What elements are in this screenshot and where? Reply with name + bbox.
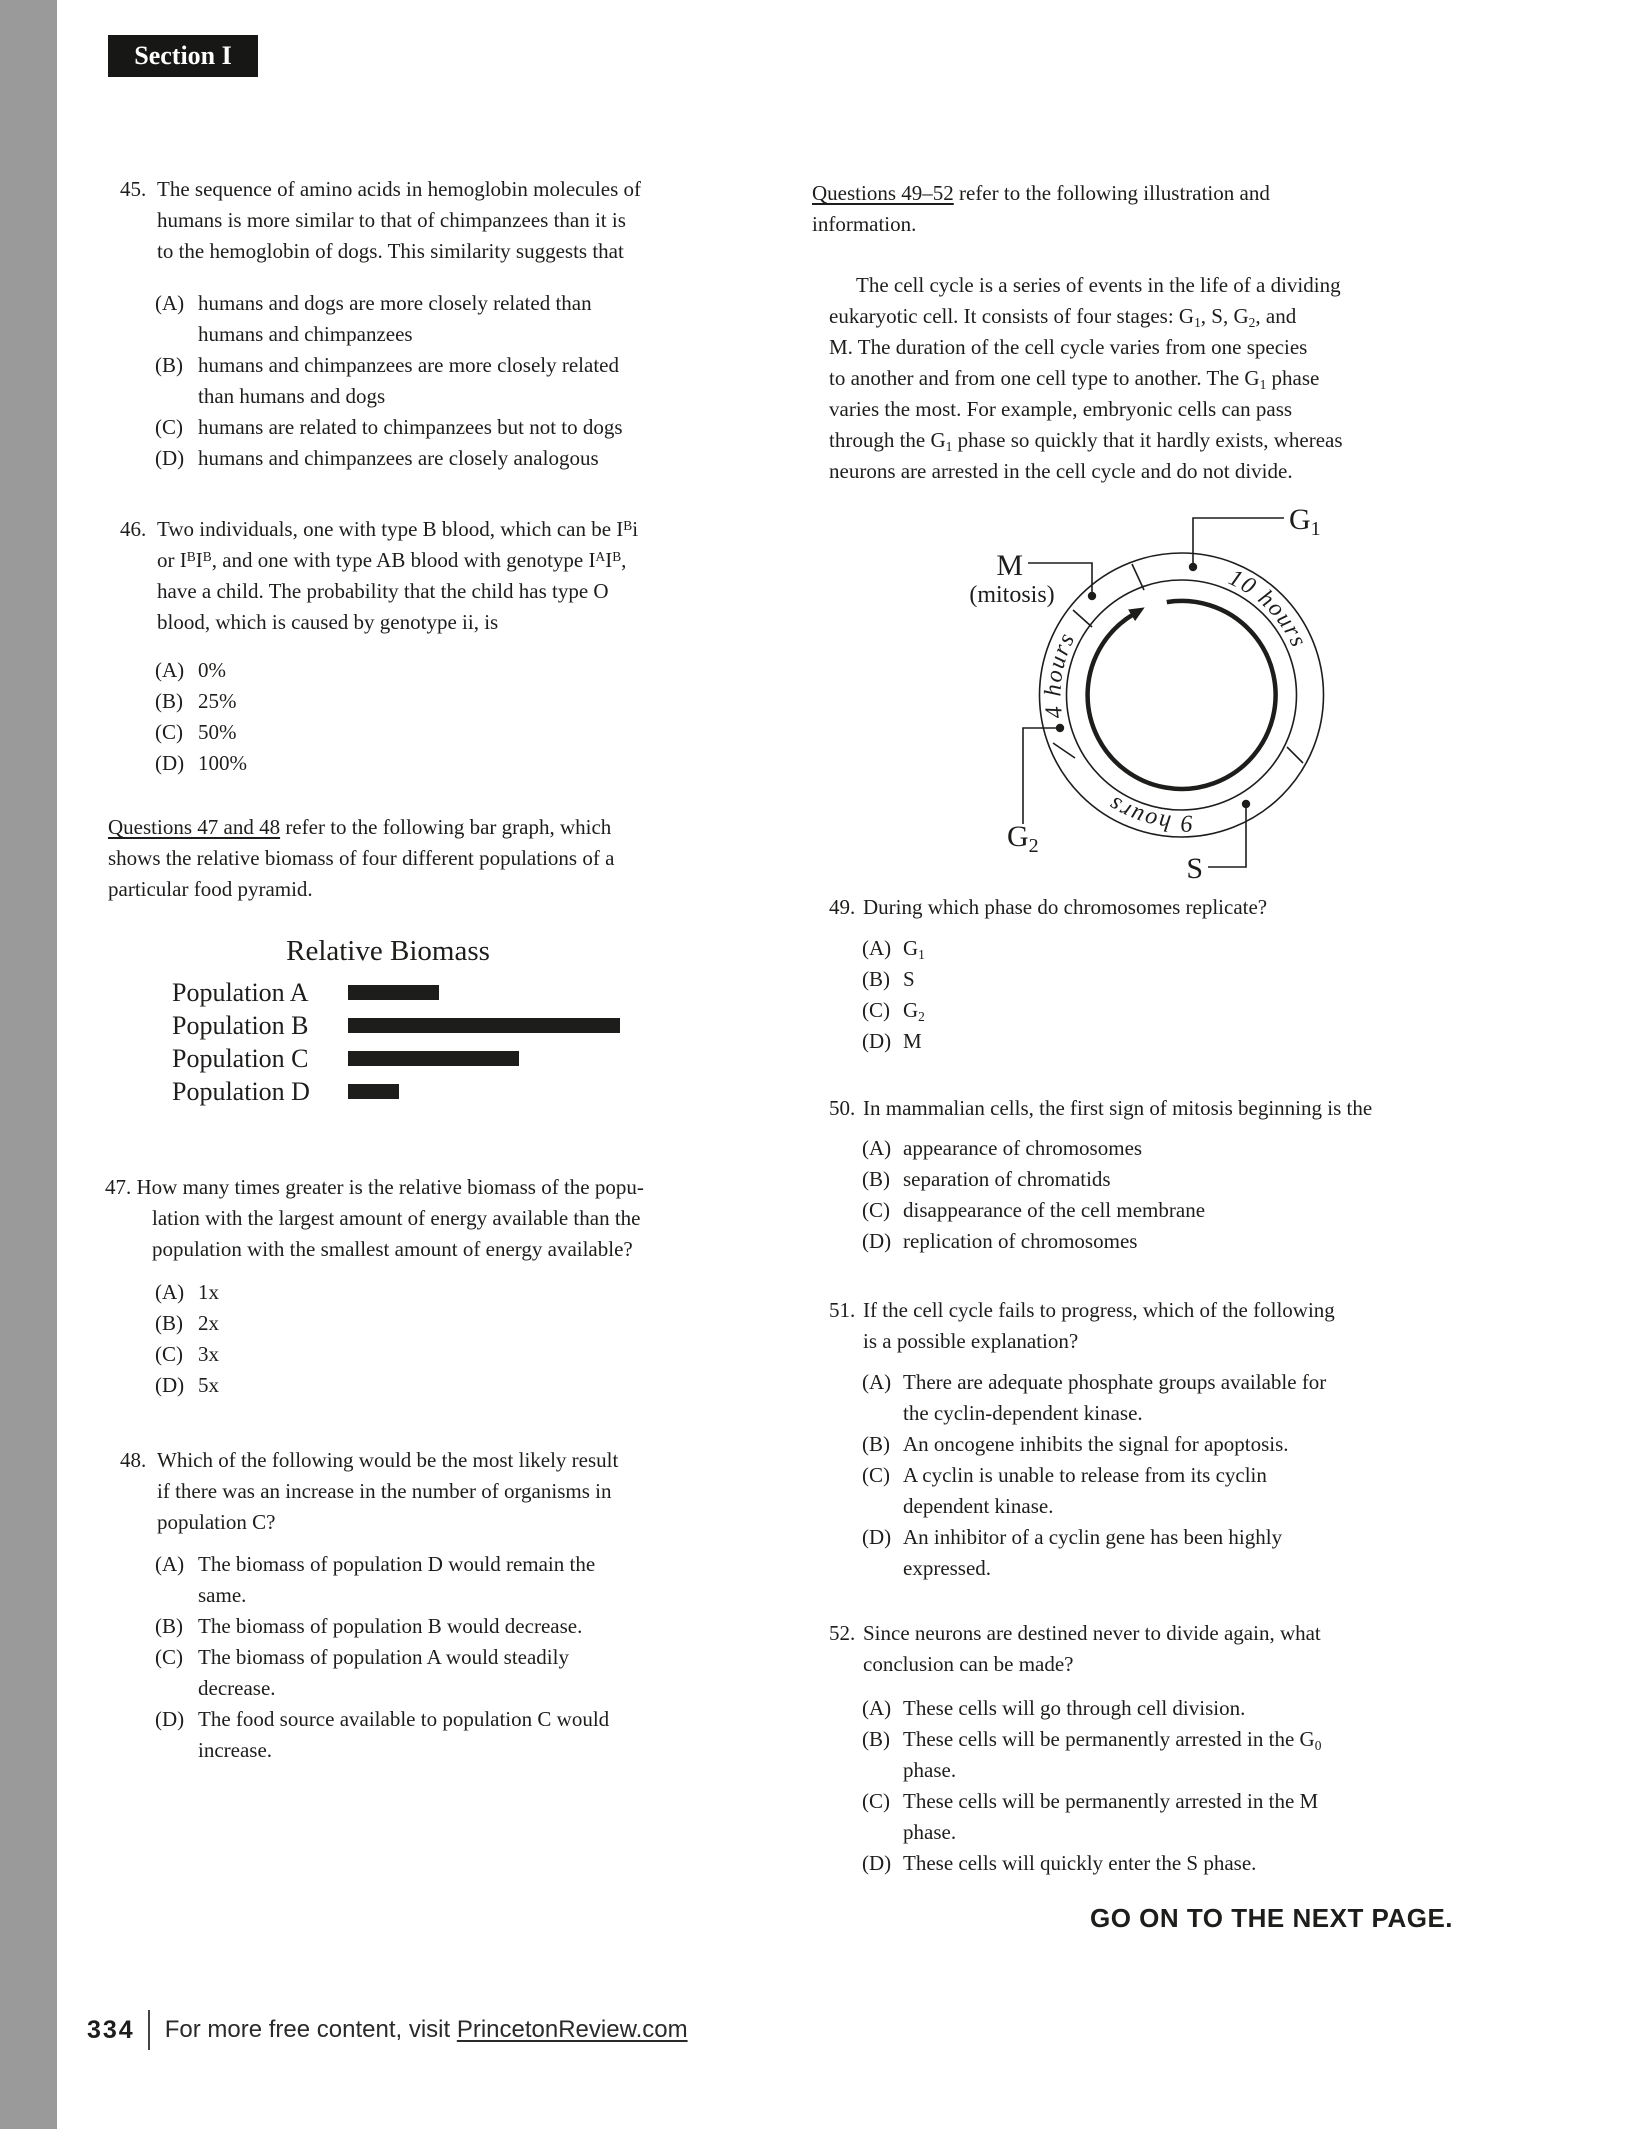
option-d bbox=[155, 443, 790, 474]
cell-cycle-passage: The cell cycle is a series of events in the life of a dividing eukaryotic cell. It consists of four stages: $G_1$, S, $G_2$, and M. The duration of the cell cycle varies from one species to another and from one cell type to another. The $G_1$ phase varies the most. For example, embryonic cells can pass through the $G_1$ phase so quickly that it hardly exists, whereas neurons are arrested in the cell cycle and do not divide. bbox=[829, 273, 1343, 483]
section-header bbox=[108, 35, 258, 77]
option-text: An inhibitor of a cyclin gene has been highly expressed. bbox=[903, 1525, 1283, 1580]
boundary-s-g2 bbox=[1053, 743, 1075, 758]
option-b bbox=[155, 350, 790, 412]
boundary-g2-m bbox=[1073, 610, 1092, 627]
g2-leader-line bbox=[1023, 728, 1060, 824]
go-on-instruction: GO ON TO THE NEXT PAGE. bbox=[1090, 1903, 1454, 1933]
question-52 bbox=[818, 1618, 1498, 1879]
option-letter: (D) bbox=[862, 1229, 892, 1253]
option-letter: (A) bbox=[862, 936, 892, 960]
option-c bbox=[862, 1195, 1498, 1226]
s-label: S bbox=[1186, 852, 1203, 885]
option-letter: (B) bbox=[155, 689, 183, 713]
option-text: humans and chimpanzees are closely analogous bbox=[198, 446, 599, 470]
option-d bbox=[862, 1026, 1498, 1057]
option-letter: (C) bbox=[155, 720, 183, 744]
question-number: 50. bbox=[829, 1096, 856, 1120]
left-edge-band bbox=[0, 0, 57, 2129]
outer-ring-circle bbox=[1040, 553, 1324, 837]
question-stem: During which phase do chromosomes replicate? bbox=[863, 895, 1268, 919]
chart-bar bbox=[348, 1051, 519, 1066]
option-b bbox=[862, 964, 1498, 995]
g1-leader-line bbox=[1193, 518, 1284, 567]
option-letter: (C) bbox=[155, 415, 183, 439]
option-b bbox=[155, 686, 790, 717]
boundary-g1-s bbox=[1287, 747, 1303, 763]
option-letter: (D) bbox=[862, 1525, 892, 1549]
question-51 bbox=[818, 1295, 1498, 1584]
option-letter: (A) bbox=[862, 1136, 892, 1160]
question-number: 48. bbox=[120, 1448, 147, 1472]
option-text: 25% bbox=[198, 689, 237, 713]
chart-title: Relative Biomass bbox=[286, 935, 490, 967]
option-text: $G_1$ bbox=[903, 936, 925, 962]
footer-divider bbox=[148, 2010, 150, 2050]
question-stem: Since neurons are destined never to divide again, what conclusion can be made? bbox=[863, 1621, 1321, 1676]
option-d bbox=[155, 1370, 795, 1401]
option-letter: (D) bbox=[155, 1707, 185, 1731]
option-letter: (A) bbox=[155, 1552, 185, 1576]
option-a bbox=[155, 1277, 795, 1308]
option-text: 3x bbox=[198, 1342, 219, 1366]
option-text: 5x bbox=[198, 1373, 219, 1397]
question-45 bbox=[110, 174, 790, 474]
g2-label: $G_2$ bbox=[1007, 820, 1039, 857]
option-letter: (A) bbox=[155, 658, 185, 682]
option-a bbox=[862, 1133, 1498, 1164]
option-letter: (A) bbox=[862, 1696, 892, 1720]
question-number: 46. bbox=[120, 517, 147, 541]
option-d bbox=[155, 748, 790, 779]
s-hours-label: 9 hours bbox=[1103, 790, 1194, 837]
question-number: 52. bbox=[829, 1621, 856, 1645]
questions-49-52-intro bbox=[812, 178, 1492, 240]
question-stem: Which of the following would be the most likely result if there was an increase in the number of organisms in population C? bbox=[157, 1448, 619, 1534]
option-letter: (A) bbox=[155, 291, 185, 315]
inner-ring-circle bbox=[1067, 580, 1297, 810]
option-text: separation of chromatids bbox=[903, 1167, 1111, 1191]
chart-category-label: Population B bbox=[172, 1010, 309, 1040]
m-label: M bbox=[996, 549, 1023, 582]
chart-bar bbox=[348, 1084, 399, 1099]
option-b bbox=[155, 1611, 790, 1642]
question-stem: How many times greater is the relative biomass of the popu- lation with the largest amount of energy available than the population with the smallest amount of energy available? bbox=[136, 1175, 644, 1261]
option-letter: (B) bbox=[862, 1167, 890, 1191]
option-text: 0% bbox=[198, 658, 226, 682]
option-text: humans are related to chimpanzees but not to dogs bbox=[198, 415, 623, 439]
option-text: The biomass of population A would steadily decrease. bbox=[198, 1645, 569, 1700]
question-number: 51. bbox=[829, 1298, 856, 1322]
question-49 bbox=[818, 892, 1498, 1057]
option-text: The food source available to population C would increase. bbox=[198, 1707, 610, 1762]
option-a bbox=[155, 655, 790, 686]
option-c bbox=[862, 1460, 1498, 1522]
option-letter: (C) bbox=[862, 1198, 890, 1222]
option-text: These cells will be permanently arrested in the M phase. bbox=[903, 1789, 1319, 1844]
option-c bbox=[862, 995, 1498, 1026]
option-letter: (D) bbox=[862, 1029, 892, 1053]
option-text: 1x bbox=[198, 1280, 219, 1304]
page-number: 334 bbox=[87, 2015, 135, 2044]
question-46 bbox=[110, 514, 790, 779]
option-d bbox=[862, 1848, 1498, 1879]
option-text: 100% bbox=[198, 751, 247, 775]
option-b bbox=[862, 1724, 1498, 1786]
option-text: An oncogene inhibits the signal for apoptosis. bbox=[903, 1432, 1289, 1456]
option-text: $G_2$ bbox=[903, 998, 925, 1024]
boundary-m-g1 bbox=[1132, 564, 1144, 590]
intro-rest: refer to the following bar graph, which shows the relative biomass of four different populations of a particular food pyramid. bbox=[108, 815, 615, 901]
option-text: M bbox=[903, 1029, 922, 1053]
g1-label: $G_1$ bbox=[1289, 503, 1321, 540]
option-letter: (A) bbox=[155, 1280, 185, 1304]
option-letter: (C) bbox=[155, 1342, 183, 1366]
option-letter: (B) bbox=[862, 1432, 890, 1456]
biomass-bar-chart bbox=[172, 977, 732, 1117]
question-number: 45. bbox=[120, 177, 147, 201]
cycle-direction-arrow bbox=[1088, 601, 1276, 789]
option-text: S bbox=[903, 967, 915, 991]
option-d bbox=[862, 1522, 1498, 1584]
option-a bbox=[862, 933, 1498, 964]
intro-rest: refer to the following illustration and information. bbox=[812, 181, 1270, 236]
option-a bbox=[155, 288, 790, 350]
footer-text: For more free content, visit PrincetonReview.com bbox=[164, 2016, 688, 2043]
option-d bbox=[862, 1226, 1498, 1257]
chart-category-label: Population A bbox=[172, 977, 309, 1007]
option-text: The biomass of population D would remain the same. bbox=[198, 1552, 596, 1607]
page-footer bbox=[87, 2008, 688, 2052]
option-text: humans and chimpanzees are more closely related than humans and dogs bbox=[198, 353, 619, 408]
question-stem: In mammalian cells, the first sign of mitosis beginning is the bbox=[863, 1096, 1373, 1120]
option-text: replication of chromosomes bbox=[903, 1229, 1138, 1253]
option-c bbox=[155, 412, 790, 443]
cell-cycle-diagram bbox=[940, 480, 1420, 920]
option-text: A cyclin is unable to release from its cyclin dependent kinase. bbox=[903, 1463, 1267, 1518]
option-a bbox=[862, 1367, 1498, 1429]
question-50 bbox=[818, 1093, 1498, 1257]
option-letter: (B) bbox=[155, 1614, 183, 1638]
question-number: 47. bbox=[105, 1175, 132, 1199]
g2-hours-label: 4 hours bbox=[1040, 628, 1081, 721]
chart-category-label: Population C bbox=[172, 1043, 309, 1073]
intro-lead: Questions 49–52 bbox=[812, 181, 954, 205]
chart-row bbox=[172, 977, 732, 1007]
option-text: These cells will quickly enter the S phase. bbox=[903, 1851, 1257, 1875]
s-leader-line bbox=[1208, 804, 1246, 867]
option-letter: (B) bbox=[155, 353, 183, 377]
chart-row bbox=[172, 1043, 732, 1073]
option-letter: (D) bbox=[862, 1851, 892, 1875]
chart-category-label: Population D bbox=[172, 1076, 310, 1106]
chart-bar bbox=[348, 985, 439, 1000]
option-letter: (A) bbox=[862, 1370, 892, 1394]
option-letter: (B) bbox=[155, 1311, 183, 1335]
option-letter: (C) bbox=[862, 998, 890, 1022]
option-letter: (D) bbox=[155, 751, 185, 775]
option-text: disappearance of the cell membrane bbox=[903, 1198, 1206, 1222]
option-text: humans and dogs are more closely related than humans and chimpanzees bbox=[198, 291, 592, 346]
question-stem: Two individuals, one with type B blood, which can be $I^Bi$ or $I^BI^B$, and one with type AB blood with genotype $I^AI^B$, have a child. The probability that the child has type O blood, which is caused by genotype ii, is bbox=[157, 517, 639, 634]
section-label: Section I bbox=[134, 41, 232, 70]
chart-row bbox=[172, 1010, 732, 1040]
question-stem: The sequence of amino acids in hemoglobin molecules of humans is more similar to that of chimpanzees than it is to the hemoglobin of dogs. This similarity suggests that bbox=[157, 177, 642, 263]
option-text: These cells will go through cell division. bbox=[903, 1696, 1246, 1720]
option-b bbox=[862, 1429, 1498, 1460]
option-c bbox=[862, 1786, 1498, 1848]
option-letter: (C) bbox=[862, 1463, 890, 1487]
question-48 bbox=[110, 1445, 790, 1766]
g1-hours-label: 10 hours bbox=[1224, 564, 1312, 652]
option-letter: (C) bbox=[155, 1645, 183, 1669]
intro-lead: Questions 47 and 48 bbox=[108, 815, 281, 839]
option-text: 2x bbox=[198, 1311, 219, 1335]
option-a bbox=[862, 1693, 1498, 1724]
option-letter: (C) bbox=[862, 1789, 890, 1813]
footer-link: PrincetonReview.com bbox=[456, 2016, 688, 2043]
option-text: appearance of chromosomes bbox=[903, 1136, 1143, 1160]
option-c bbox=[155, 1339, 795, 1370]
option-letter: (B) bbox=[862, 967, 890, 991]
chart-row bbox=[172, 1076, 732, 1106]
option-c bbox=[155, 717, 790, 748]
option-text: The biomass of population B would decrease. bbox=[198, 1614, 583, 1638]
questions-47-48-intro bbox=[108, 812, 780, 905]
option-a bbox=[155, 1549, 790, 1611]
question-stem: If the cell cycle fails to progress, which of the following is a possible explanation? bbox=[863, 1298, 1335, 1353]
option-text: There are adequate phosphate groups available for the cyclin-dependent kinase. bbox=[903, 1370, 1327, 1425]
option-letter: (D) bbox=[155, 1373, 185, 1397]
option-b bbox=[155, 1308, 795, 1339]
option-c bbox=[155, 1642, 790, 1704]
question-number: 49. bbox=[829, 895, 856, 919]
option-b bbox=[862, 1164, 1498, 1195]
chart-bar bbox=[348, 1018, 620, 1033]
question-47 bbox=[105, 1172, 795, 1401]
mitosis-label: (mitosis) bbox=[969, 582, 1055, 608]
option-letter: (B) bbox=[862, 1727, 890, 1751]
option-letter: (D) bbox=[155, 446, 185, 470]
option-d bbox=[155, 1704, 790, 1766]
option-text: 50% bbox=[198, 720, 237, 744]
option-text: These cells will be permanently arrested in the $G_0$ phase. bbox=[903, 1727, 1322, 1782]
